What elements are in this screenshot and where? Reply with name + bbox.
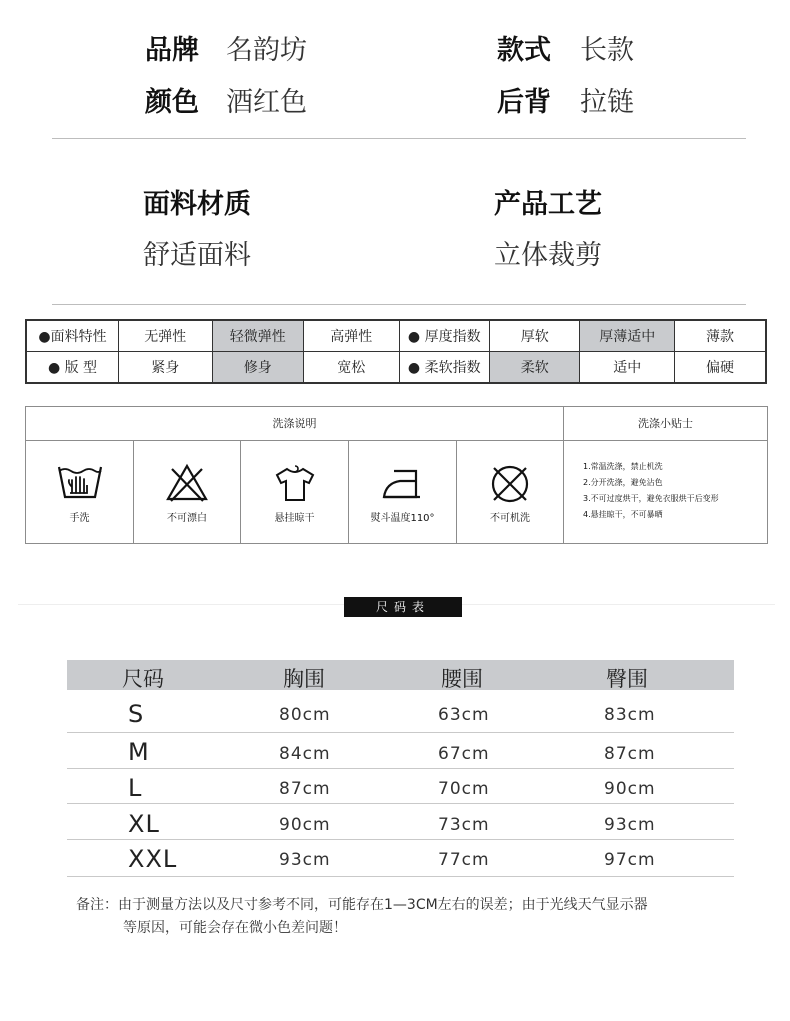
row-divider xyxy=(67,768,734,769)
size-cell: M xyxy=(128,738,150,766)
attr-cell: ● 版 型 xyxy=(26,352,119,384)
wash-item xyxy=(134,441,240,544)
row-divider xyxy=(67,803,734,804)
attr-cell: 薄款 xyxy=(674,320,766,352)
hang-dry-icon xyxy=(273,463,317,503)
wash-label: 不可机洗 xyxy=(490,513,530,524)
iron-icon xyxy=(380,463,426,503)
wash-instructions xyxy=(25,406,768,544)
chest-cell: 87cm xyxy=(279,779,331,799)
brand-label: 品牌 xyxy=(145,35,199,66)
hip-cell: 97cm xyxy=(604,850,656,870)
attr-cell-selected: 修身 xyxy=(212,352,303,384)
note-line-2: 等原因，可能会存在微小色差问题！ xyxy=(123,920,347,936)
row-divider xyxy=(67,839,734,840)
hip-header: 臀围 xyxy=(606,667,648,691)
attr-cell: 适中 xyxy=(580,352,675,384)
craft-value: 立体裁剪 xyxy=(494,240,602,271)
size-cell: L xyxy=(128,774,143,802)
hip-cell: 90cm xyxy=(604,779,656,799)
color-label: 颜色 xyxy=(145,87,199,118)
attr-cell: 宽松 xyxy=(303,352,399,384)
attribute-table xyxy=(25,319,767,384)
wash-header: 洗涤说明 xyxy=(272,417,317,430)
chest-cell: 90cm xyxy=(279,815,331,835)
wash-tip: 2.分开洗涤，避免沾色 xyxy=(583,478,663,487)
row-divider xyxy=(67,732,734,733)
attr-cell: 紧身 xyxy=(119,352,213,384)
divider xyxy=(52,138,746,139)
attribute-row xyxy=(26,352,766,384)
waist-cell: 73cm xyxy=(438,815,490,835)
attr-cell: 厚软 xyxy=(489,320,579,352)
divider xyxy=(52,304,746,305)
wash-label: 手洗 xyxy=(69,513,90,524)
hand-wash-icon xyxy=(56,463,104,501)
waist-header: 腰围 xyxy=(441,667,483,691)
color-value: 酒红色 xyxy=(226,87,307,118)
chest-cell: 84cm xyxy=(279,744,331,764)
wash-tip: 4.悬挂晾干，不可暴晒 xyxy=(583,510,663,519)
no-bleach-icon xyxy=(165,463,209,503)
wash-label: 熨斗温度110° xyxy=(370,513,435,524)
wash-label: 悬挂晾干 xyxy=(274,513,315,524)
brand-value: 名韵坊 xyxy=(226,35,307,66)
size-header: 尺码 xyxy=(122,667,164,691)
fabric-value: 舒适面料 xyxy=(143,240,251,271)
attr-cell-selected: 轻微弹性 xyxy=(212,320,303,352)
chest-cell: 80cm xyxy=(279,705,331,725)
row-divider xyxy=(67,876,734,877)
fabric-label: 面料材质 xyxy=(143,189,251,220)
wash-tips xyxy=(583,459,768,523)
size-cell: S xyxy=(128,700,145,728)
size-cell: XXL xyxy=(128,845,178,873)
chest-cell: 93cm xyxy=(279,850,331,870)
wash-tips-header: 洗涤小贴士 xyxy=(638,417,693,430)
size-cell: XL xyxy=(128,810,160,838)
wash-label: 不可漂白 xyxy=(167,513,207,524)
hip-cell: 87cm xyxy=(604,744,656,764)
waist-cell: 77cm xyxy=(438,850,490,870)
attr-cell: 偏硬 xyxy=(674,352,766,384)
hip-cell: 83cm xyxy=(604,705,656,725)
style-label: 款式 xyxy=(497,35,551,66)
attr-cell: ● 柔软指数 xyxy=(399,352,489,384)
attribute-row xyxy=(26,320,766,352)
note-line-1: 备注：由于测量方法以及尺寸参考不同，可能存在1—3CM左右的误差；由于光线天气显示器 xyxy=(76,897,648,913)
attr-cell: 高弹性 xyxy=(303,320,399,352)
waist-cell: 67cm xyxy=(438,744,490,764)
wash-item xyxy=(349,441,456,544)
attr-cell: 无弹性 xyxy=(119,320,213,352)
attr-cell: ● 厚度指数 xyxy=(399,320,489,352)
wash-item xyxy=(457,441,563,544)
wash-tip: 1.常温洗涤，禁止机洗 xyxy=(583,462,663,471)
wash-item xyxy=(241,441,348,544)
size-chart-title: 尺码表 xyxy=(344,597,462,617)
chest-header: 胸围 xyxy=(283,667,325,691)
attr-cell-selected: 厚薄适中 xyxy=(580,320,675,352)
hip-cell: 93cm xyxy=(604,815,656,835)
wash-tip: 3.不可过度烘干，避免衣服烘干后变形 xyxy=(583,494,719,503)
style-value: 长款 xyxy=(580,35,634,66)
waist-cell: 70cm xyxy=(438,779,490,799)
attr-cell: ●面料特性 xyxy=(26,320,119,352)
wash-item xyxy=(26,441,133,544)
attr-cell-selected: 柔软 xyxy=(489,352,579,384)
back-value: 拉链 xyxy=(580,87,634,118)
waist-cell: 63cm xyxy=(438,705,490,725)
craft-label: 产品工艺 xyxy=(494,189,602,220)
back-label: 后背 xyxy=(497,87,551,118)
no-machine-wash-icon xyxy=(488,463,532,505)
